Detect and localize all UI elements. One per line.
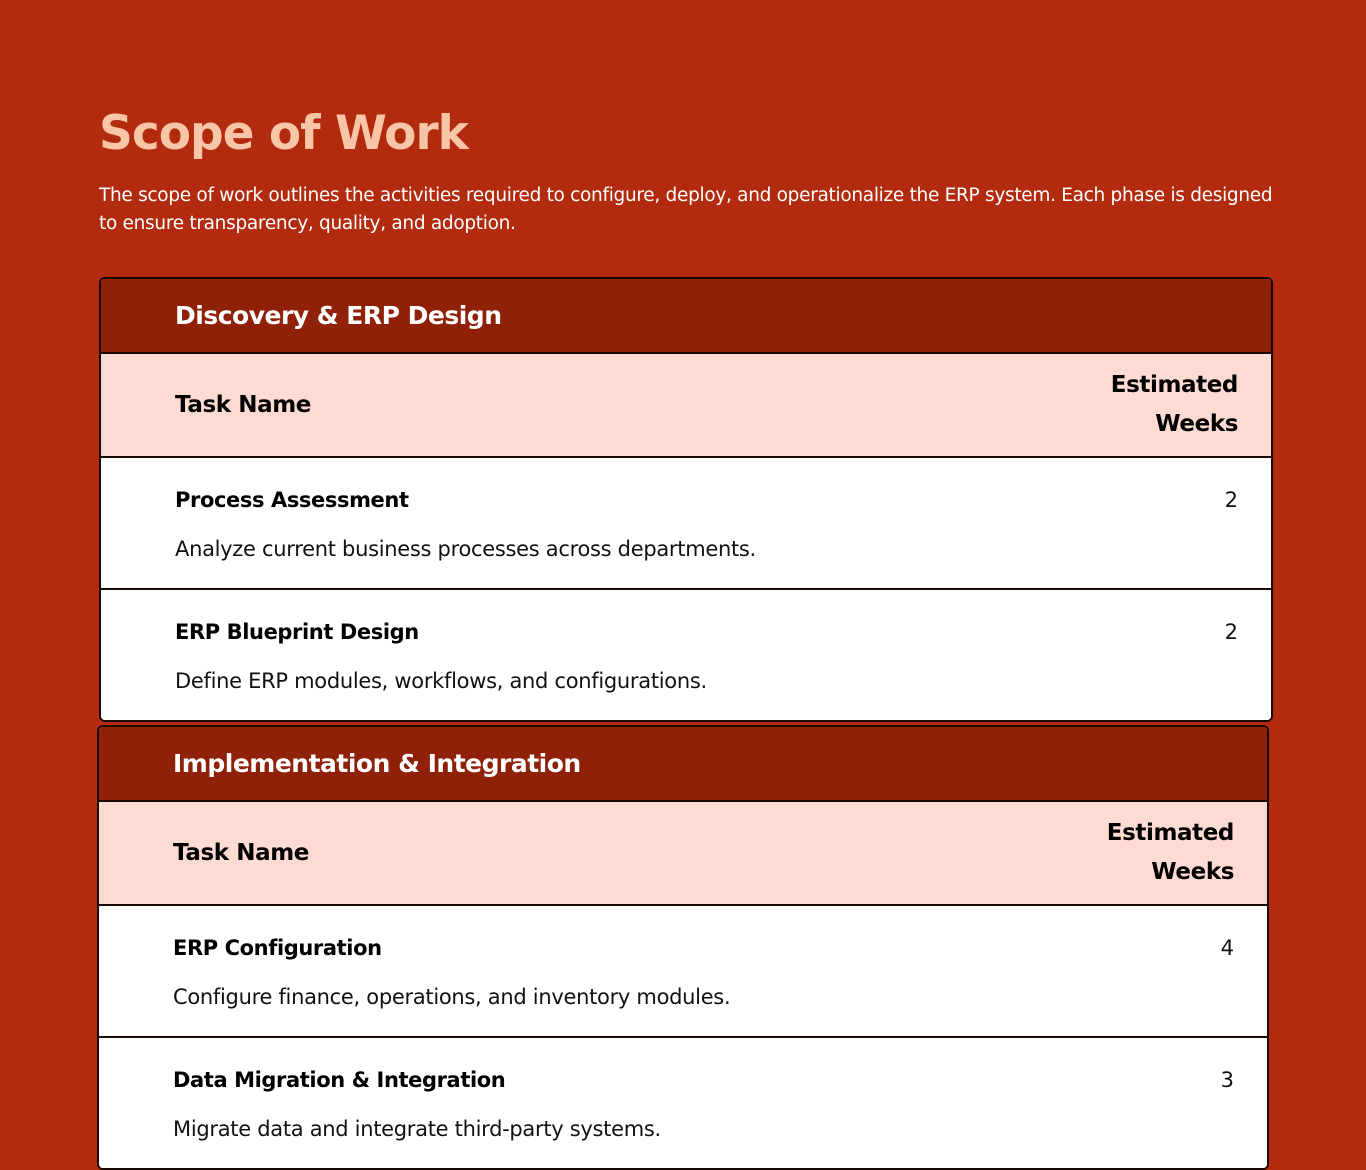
column-header-weeks: Estimated Weeks xyxy=(1106,820,1234,885)
task-weeks: 2 xyxy=(1224,488,1238,512)
task-name: ERP Blueprint Design xyxy=(175,620,419,644)
task-weeks: 3 xyxy=(1220,1068,1234,1092)
phase-title: Implementation & Integration xyxy=(99,727,1267,802)
phase-card xyxy=(99,277,1273,722)
column-header-task: Task Name xyxy=(173,840,309,866)
task-description: Define ERP modules, workflows, and configurations. xyxy=(175,669,707,693)
task-name: ERP Configuration xyxy=(173,936,382,960)
task-description: Migrate data and integrate third-party systems. xyxy=(173,1117,661,1141)
table-row xyxy=(101,590,1271,720)
phase-card xyxy=(97,725,1269,1170)
page-title: Scope of Work xyxy=(99,106,468,161)
task-description: Configure finance, operations, and inventory modules. xyxy=(173,985,731,1009)
phase-title: Discovery & ERP Design xyxy=(101,279,1271,354)
intro-paragraph: The scope of work outlines the activities required to configure, deploy, and operationalize the ERP system. Each phase is designed to ensure transparency, quality, and adoption. xyxy=(99,185,1273,234)
table-row xyxy=(99,906,1267,1038)
column-header-task: Task Name xyxy=(175,392,311,418)
task-name: Data Migration & Integration xyxy=(173,1068,506,1092)
column-header-weeks: Estimated Weeks xyxy=(1110,372,1238,437)
task-description: Analyze current business processes across departments. xyxy=(175,537,756,561)
table-row xyxy=(101,458,1271,590)
task-weeks: 2 xyxy=(1224,620,1238,644)
task-name: Process Assessment xyxy=(175,488,409,512)
table-row xyxy=(99,1038,1267,1168)
table-header xyxy=(99,802,1267,906)
table-header xyxy=(101,354,1271,458)
task-weeks: 4 xyxy=(1220,936,1234,960)
